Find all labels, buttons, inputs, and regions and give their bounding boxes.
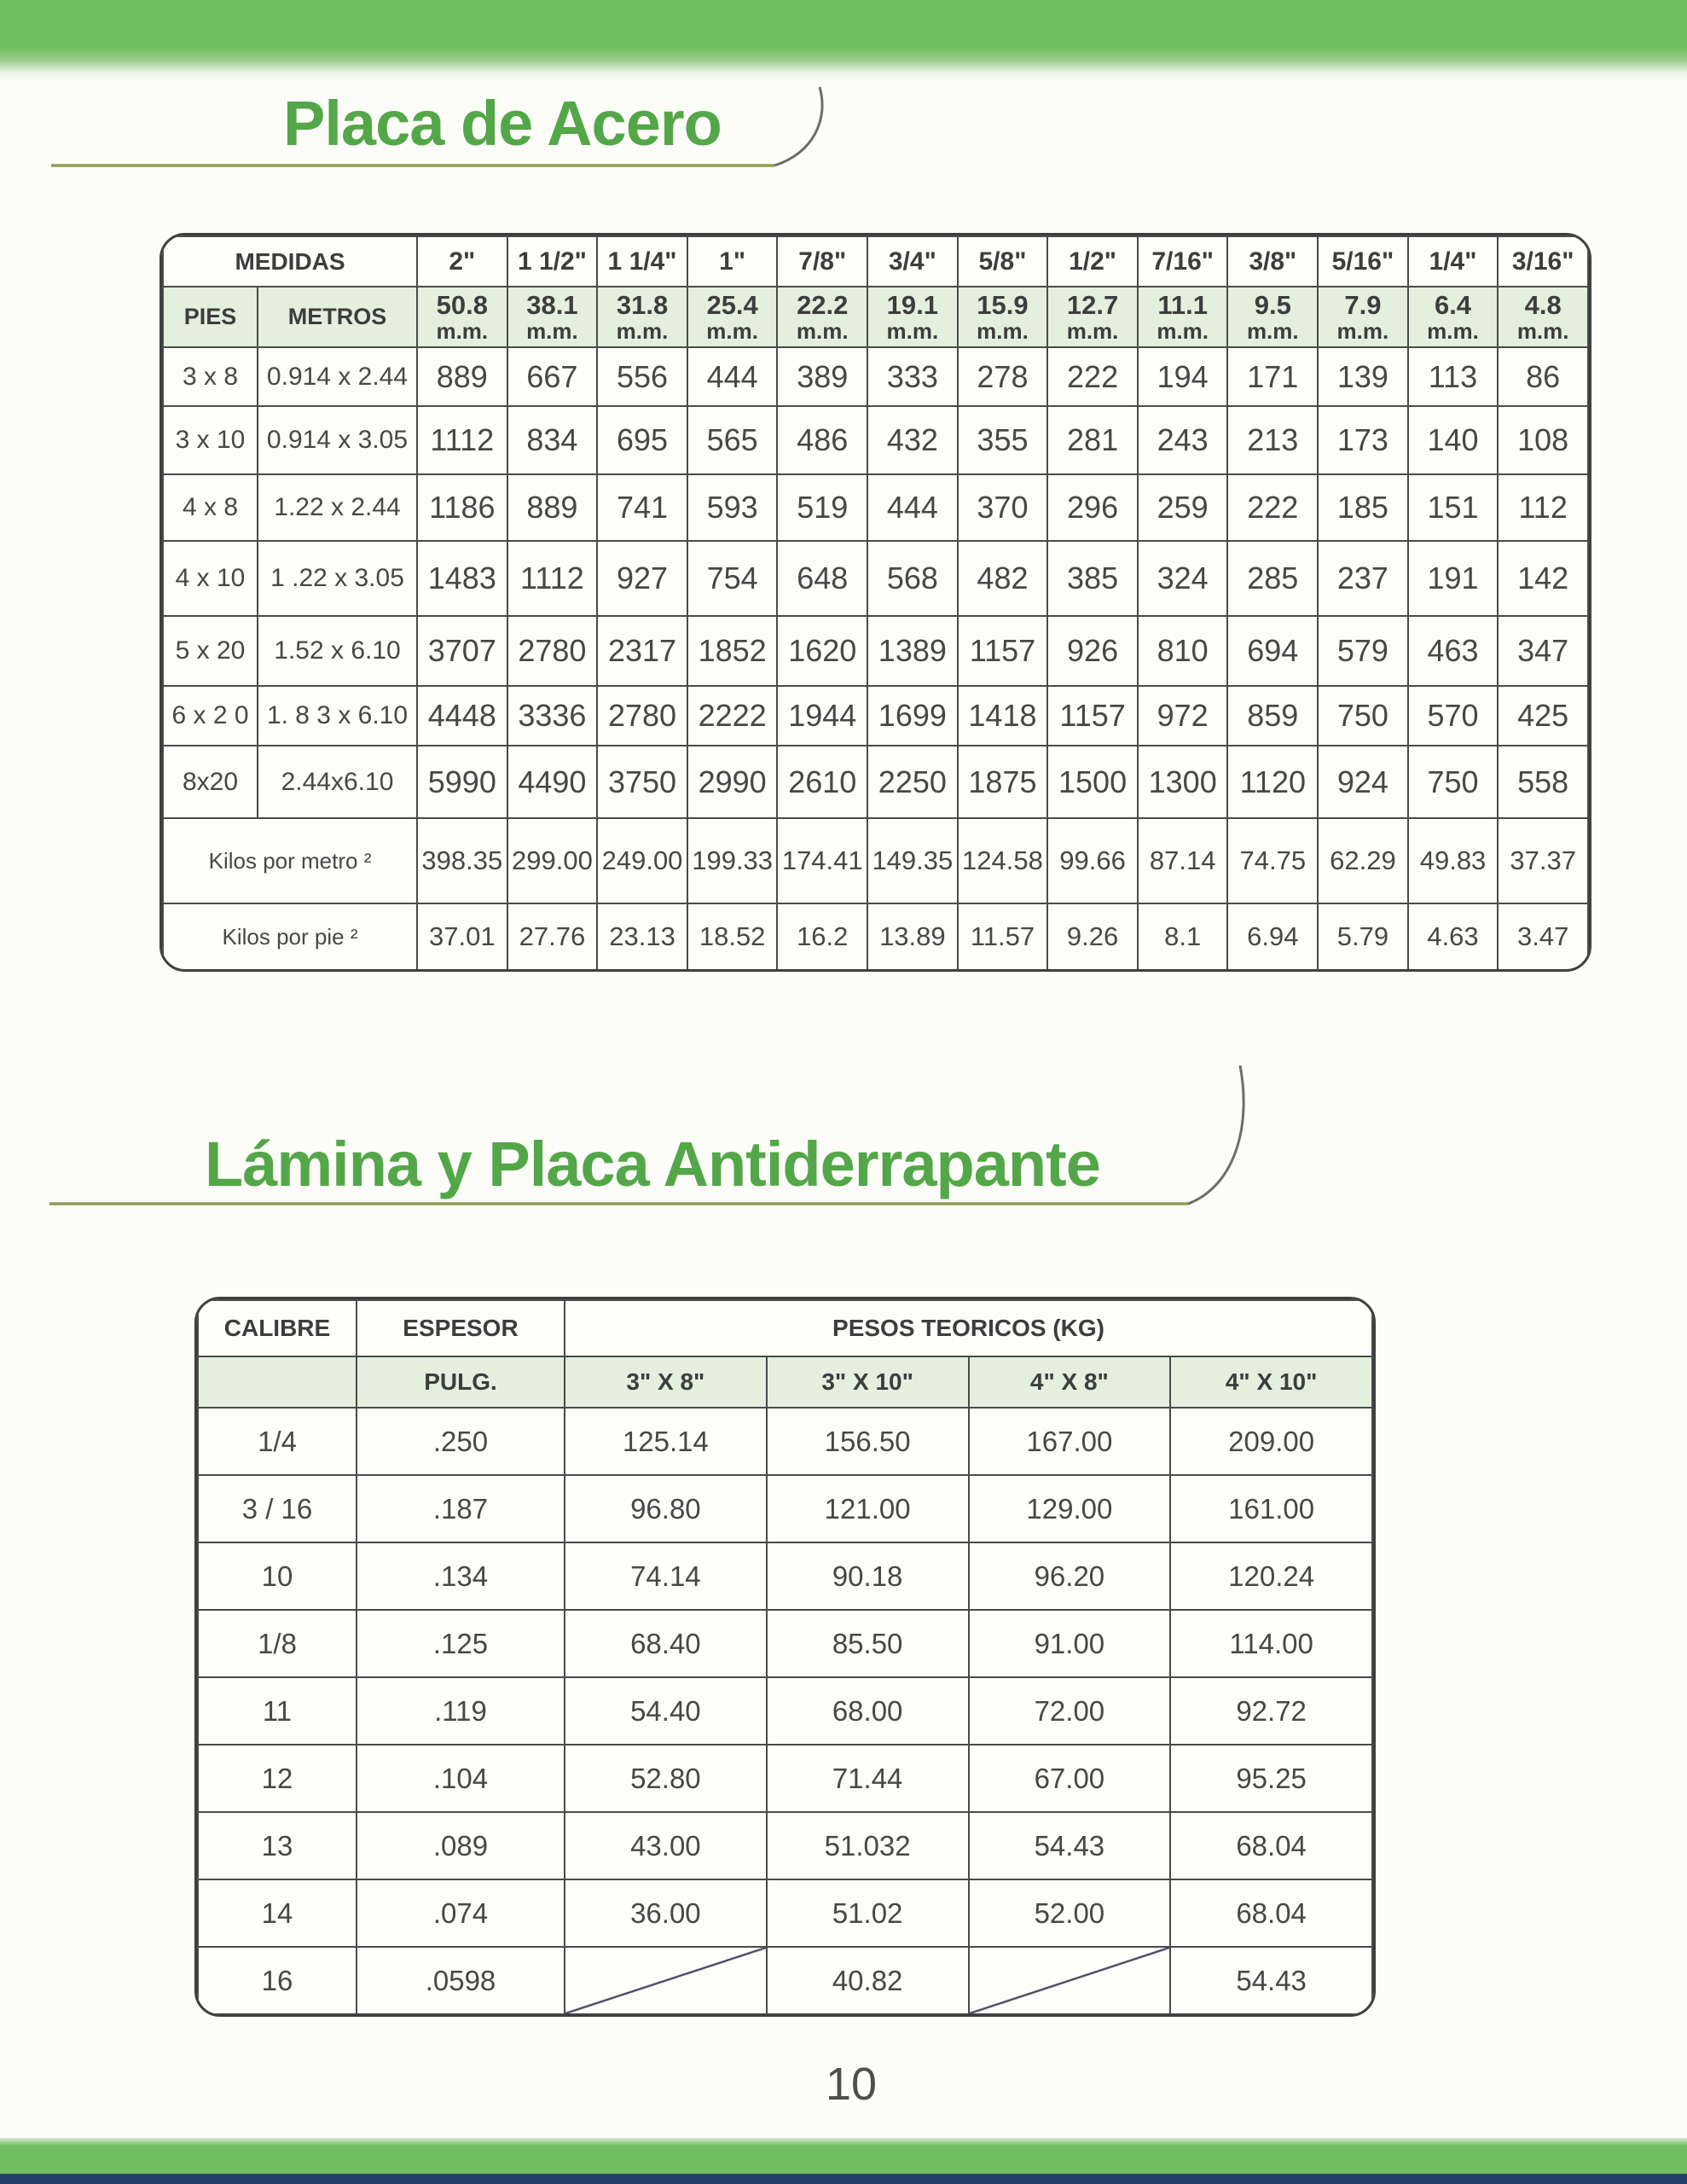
size-header-cell: 4" X 10" bbox=[1170, 1356, 1372, 1408]
mm-header-cell bbox=[1138, 287, 1228, 347]
peso-cell: 52.00 bbox=[969, 1879, 1171, 1947]
metros-cell: 1.52 x 6.10 bbox=[258, 616, 417, 686]
value-cell: 389 bbox=[777, 347, 867, 406]
peso-cell: 68.04 bbox=[1170, 1812, 1372, 1879]
value-cell: 347 bbox=[1498, 616, 1588, 686]
placa-table-head bbox=[163, 236, 1588, 347]
kilos-value-cell: 13.89 bbox=[867, 903, 958, 970]
value-cell: 1112 bbox=[507, 541, 598, 616]
mm-header-cell bbox=[777, 287, 867, 347]
peso-cell: 51.02 bbox=[767, 1879, 969, 1947]
lamina-row bbox=[198, 1542, 1372, 1610]
kilos-value-cell: 4.63 bbox=[1408, 903, 1499, 970]
value-cell: 191 bbox=[1408, 541, 1499, 616]
mm-value: 19.1 bbox=[886, 290, 939, 321]
metros-cell: 2.44x6.10 bbox=[258, 746, 417, 818]
kilos-label-cell: Kilos por metro ² bbox=[163, 818, 417, 903]
mm-value: 4.8 bbox=[1524, 290, 1562, 321]
peso-cell bbox=[565, 1947, 767, 2014]
value-cell: 259 bbox=[1138, 474, 1228, 541]
placa-row bbox=[163, 746, 1588, 818]
value-cell: 519 bbox=[777, 474, 867, 541]
value-cell: 425 bbox=[1498, 686, 1588, 746]
lamina-table bbox=[194, 1297, 1376, 2017]
placa-row bbox=[163, 541, 1588, 616]
mm-unit: m.m. bbox=[1427, 317, 1479, 344]
mm-header-cell bbox=[597, 287, 687, 347]
espesor-cell: .119 bbox=[357, 1677, 565, 1745]
value-cell: 889 bbox=[417, 347, 507, 406]
value-cell: 4490 bbox=[507, 746, 598, 818]
peso-cell: 54.40 bbox=[565, 1677, 767, 1745]
espesor-header-cell: ESPESOR bbox=[357, 1300, 565, 1356]
value-cell: 173 bbox=[1318, 406, 1408, 474]
value-cell: 482 bbox=[958, 541, 1048, 616]
value-cell: 859 bbox=[1227, 686, 1318, 746]
pies-cell: 3 x 8 bbox=[163, 347, 258, 406]
value-cell: 151 bbox=[1408, 474, 1499, 541]
value-cell: 1300 bbox=[1138, 746, 1228, 818]
value-cell: 2610 bbox=[777, 746, 867, 818]
value-cell: 86 bbox=[1498, 347, 1588, 406]
kilos-value-cell: 49.83 bbox=[1408, 818, 1499, 903]
peso-cell: 96.20 bbox=[969, 1542, 1171, 1610]
kilos-value-cell: 5.79 bbox=[1318, 903, 1408, 970]
espesor-cell: .125 bbox=[357, 1610, 565, 1677]
peso-cell: 68.00 bbox=[767, 1677, 969, 1745]
value-cell: 3750 bbox=[597, 746, 687, 818]
kilos-value-cell: 9.26 bbox=[1047, 903, 1138, 970]
lamina-row bbox=[198, 1879, 1372, 1947]
inch-header-cell: 5/8" bbox=[958, 236, 1048, 287]
mm-value: 38.1 bbox=[526, 290, 578, 321]
value-cell: 142 bbox=[1498, 541, 1588, 616]
kilos-value-cell: 37.37 bbox=[1498, 818, 1588, 903]
value-cell: 370 bbox=[958, 474, 1048, 541]
value-cell: 695 bbox=[597, 406, 687, 474]
t2-sub-header-row bbox=[198, 1356, 1372, 1408]
blank-header-cell bbox=[198, 1356, 357, 1408]
pulg-header-cell: PULG. bbox=[357, 1356, 565, 1408]
mm-unit: m.m. bbox=[1157, 317, 1209, 344]
value-cell: 1418 bbox=[958, 686, 1048, 746]
mm-unit: m.m. bbox=[1336, 317, 1389, 344]
inch-header-cell: 2" bbox=[417, 236, 507, 287]
pies-cell: 4 x 10 bbox=[163, 541, 258, 616]
value-cell: 4448 bbox=[417, 686, 507, 746]
value-cell: 486 bbox=[777, 406, 867, 474]
metros-cell: 1 .22 x 3.05 bbox=[258, 541, 417, 616]
mm-value: 22.2 bbox=[797, 290, 849, 321]
calibre-cell: 11 bbox=[198, 1677, 357, 1745]
mm-header-cell bbox=[1047, 287, 1138, 347]
inch-header-cell: 1/2" bbox=[1047, 236, 1138, 287]
value-cell: 333 bbox=[867, 347, 958, 406]
kilos-value-cell: 299.00 bbox=[507, 818, 598, 903]
peso-cell: 40.82 bbox=[767, 1947, 969, 2014]
peso-cell: 72.00 bbox=[969, 1677, 1171, 1745]
mm-value: 7.9 bbox=[1344, 290, 1382, 321]
lamina-table-head bbox=[198, 1300, 1372, 1408]
mm-header-cell bbox=[507, 287, 598, 347]
page-title-lamina: Lámina y Placa Antiderrapante bbox=[205, 1129, 1100, 1199]
peso-cell: 85.50 bbox=[767, 1610, 969, 1677]
placa-row bbox=[163, 686, 1588, 746]
inch-header-cell: 1" bbox=[687, 236, 778, 287]
mm-unit: m.m. bbox=[1066, 317, 1119, 344]
calibre-cell: 14 bbox=[198, 1879, 357, 1947]
peso-cell: 209.00 bbox=[1170, 1408, 1372, 1475]
peso-cell: 54.43 bbox=[1170, 1947, 1372, 2014]
value-cell: 741 bbox=[597, 474, 687, 541]
kilos-value-cell: 99.66 bbox=[1047, 818, 1138, 903]
value-cell: 296 bbox=[1047, 474, 1138, 541]
mm-header-cell bbox=[1408, 287, 1499, 347]
value-cell: 2990 bbox=[687, 746, 778, 818]
value-cell: 355 bbox=[958, 406, 1048, 474]
value-cell: 222 bbox=[1227, 474, 1318, 541]
placa-row bbox=[163, 616, 1588, 686]
value-cell: 750 bbox=[1408, 746, 1499, 818]
peso-cell: 114.00 bbox=[1170, 1610, 1372, 1677]
mm-unit: m.m. bbox=[1516, 317, 1569, 344]
size-header-cell: 3" X 10" bbox=[767, 1356, 969, 1408]
value-cell: 3707 bbox=[417, 616, 507, 686]
value-cell: 278 bbox=[958, 347, 1048, 406]
mm-unit: m.m. bbox=[977, 317, 1029, 344]
value-cell: 194 bbox=[1138, 347, 1228, 406]
peso-cell bbox=[969, 1947, 1171, 2014]
t2-body bbox=[198, 1408, 1372, 2014]
value-cell: 1500 bbox=[1047, 746, 1138, 818]
t1-inches-row bbox=[163, 236, 1588, 287]
espesor-cell: .104 bbox=[357, 1745, 565, 1812]
value-cell: 889 bbox=[507, 474, 598, 541]
inch-header-cell: 3/4" bbox=[867, 236, 958, 287]
value-cell: 285 bbox=[1227, 541, 1318, 616]
kilos-value-cell: 8.1 bbox=[1138, 903, 1228, 970]
value-cell: 570 bbox=[1408, 686, 1499, 746]
value-cell: 213 bbox=[1227, 406, 1318, 474]
peso-cell: 51.032 bbox=[767, 1812, 969, 1879]
calibre-cell: 12 bbox=[198, 1745, 357, 1812]
page-number: 10 bbox=[826, 2059, 878, 2110]
kilos-value-cell: 74.75 bbox=[1227, 818, 1318, 903]
mm-unit: m.m. bbox=[706, 317, 758, 344]
mm-header-cell bbox=[687, 287, 778, 347]
inch-header-cell: 5/16" bbox=[1318, 236, 1408, 287]
value-cell: 1944 bbox=[777, 686, 867, 746]
calibre-cell: 16 bbox=[198, 1947, 357, 2014]
kilos-value-cell: 87.14 bbox=[1138, 818, 1228, 903]
inch-header-cell: 1 1/4" bbox=[597, 236, 687, 287]
value-cell: 139 bbox=[1318, 347, 1408, 406]
value-cell: 1157 bbox=[958, 616, 1048, 686]
pies-cell: 3 x 10 bbox=[163, 406, 258, 474]
mm-unit: m.m. bbox=[616, 317, 669, 344]
value-cell: 1157 bbox=[1047, 686, 1138, 746]
value-cell: 565 bbox=[687, 406, 778, 474]
value-cell: 1699 bbox=[867, 686, 958, 746]
medidas-header-cell: MEDIDAS bbox=[163, 236, 417, 287]
mm-header-cell bbox=[1227, 287, 1318, 347]
value-cell: 1620 bbox=[777, 616, 867, 686]
value-cell: 113 bbox=[1408, 347, 1499, 406]
value-cell: 237 bbox=[1318, 541, 1408, 616]
pies-cell: 6 x 2 0 bbox=[163, 686, 258, 746]
value-cell: 444 bbox=[867, 474, 958, 541]
peso-cell: 43.00 bbox=[565, 1812, 767, 1879]
lamina-row bbox=[198, 1947, 1372, 2014]
value-cell: 463 bbox=[1408, 616, 1499, 686]
kilos-row bbox=[163, 818, 1588, 903]
inch-header-cell: 1/4" bbox=[1408, 236, 1499, 287]
mm-value: 6.4 bbox=[1434, 290, 1472, 321]
peso-cell: 96.80 bbox=[565, 1475, 767, 1542]
kilos-value-cell: 16.2 bbox=[777, 903, 867, 970]
placa-row bbox=[163, 347, 1588, 406]
mm-unit: m.m. bbox=[526, 317, 578, 344]
t2-main-header-row bbox=[198, 1300, 1372, 1356]
value-cell: 568 bbox=[867, 541, 958, 616]
calibre-cell: 3 / 16 bbox=[198, 1475, 357, 1542]
mm-value: 50.8 bbox=[436, 290, 488, 321]
value-cell: 1112 bbox=[417, 406, 507, 474]
value-cell: 171 bbox=[1227, 347, 1318, 406]
mm-unit: m.m. bbox=[796, 317, 849, 344]
peso-cell: 167.00 bbox=[969, 1408, 1171, 1475]
mm-header-cell bbox=[1318, 287, 1408, 347]
value-cell: 2250 bbox=[867, 746, 958, 818]
value-cell: 432 bbox=[867, 406, 958, 474]
value-cell: 556 bbox=[597, 347, 687, 406]
mm-value: 12.7 bbox=[1066, 290, 1119, 321]
value-cell: 3336 bbox=[507, 686, 598, 746]
metros-cell: 1. 8 3 x 6.10 bbox=[258, 686, 417, 746]
inch-header-cell: 7/8" bbox=[777, 236, 867, 287]
peso-cell: 129.00 bbox=[969, 1475, 1171, 1542]
inch-header-cell: 1 1/2" bbox=[507, 236, 598, 287]
t1-body bbox=[163, 347, 1588, 818]
lamina-row bbox=[198, 1677, 1372, 1745]
mm-unit: m.m. bbox=[886, 317, 939, 344]
kilos-value-cell: 199.33 bbox=[687, 818, 778, 903]
value-cell: 2780 bbox=[507, 616, 598, 686]
value-cell: 694 bbox=[1227, 616, 1318, 686]
value-cell: 1483 bbox=[417, 541, 507, 616]
pesos-header-cell: PESOS TEORICOS (KG) bbox=[565, 1300, 1372, 1356]
mm-header-cell bbox=[867, 287, 958, 347]
value-cell: 385 bbox=[1047, 541, 1138, 616]
peso-cell: 52.80 bbox=[565, 1745, 767, 1812]
t1-mm-row bbox=[163, 287, 1588, 347]
kilos-value-cell: 174.41 bbox=[777, 818, 867, 903]
lamina-row bbox=[198, 1408, 1372, 1475]
mm-header-cell bbox=[1498, 287, 1588, 347]
mm-header-cell bbox=[417, 287, 507, 347]
metros-cell: 1.22 x 2.44 bbox=[258, 474, 417, 541]
kilos-row bbox=[163, 903, 1588, 970]
metros-cell: 0.914 x 2.44 bbox=[258, 347, 417, 406]
mm-value: 9.5 bbox=[1254, 290, 1291, 321]
lamina-row bbox=[198, 1475, 1372, 1542]
size-header-cell: 4" X 8" bbox=[969, 1356, 1171, 1408]
value-cell: 927 bbox=[597, 541, 687, 616]
value-cell: 926 bbox=[1047, 616, 1138, 686]
peso-cell: 67.00 bbox=[969, 1745, 1171, 1812]
kilos-value-cell: 149.35 bbox=[867, 818, 958, 903]
value-cell: 648 bbox=[777, 541, 867, 616]
peso-cell: 71.44 bbox=[767, 1745, 969, 1812]
kilos-value-cell: 249.00 bbox=[597, 818, 687, 903]
kilos-value-cell: 62.29 bbox=[1318, 818, 1408, 903]
value-cell: 667 bbox=[507, 347, 598, 406]
peso-cell: 120.24 bbox=[1170, 1542, 1372, 1610]
value-cell: 281 bbox=[1047, 406, 1138, 474]
kilos-value-cell: 3.47 bbox=[1498, 903, 1588, 970]
size-header-cell: 3" X 8" bbox=[565, 1356, 767, 1408]
value-cell: 1120 bbox=[1227, 746, 1318, 818]
value-cell: 1852 bbox=[687, 616, 778, 686]
peso-cell: 91.00 bbox=[969, 1610, 1171, 1677]
kilos-value-cell: 11.57 bbox=[958, 903, 1048, 970]
value-cell: 834 bbox=[507, 406, 598, 474]
bottom-navy-strip bbox=[0, 2174, 1687, 2184]
inch-header-cell: 3/16" bbox=[1498, 236, 1588, 287]
value-cell: 324 bbox=[1138, 541, 1228, 616]
kilos-value-cell: 398.35 bbox=[417, 818, 507, 903]
value-cell: 2780 bbox=[597, 686, 687, 746]
espesor-cell: .187 bbox=[357, 1475, 565, 1542]
peso-cell: 90.18 bbox=[767, 1542, 969, 1610]
value-cell: 2222 bbox=[687, 686, 778, 746]
inch-header-cell: 3/8" bbox=[1227, 236, 1318, 287]
pies-cell: 8x20 bbox=[163, 746, 258, 818]
placa-row bbox=[163, 474, 1588, 541]
placa-row bbox=[163, 406, 1588, 474]
page-title-placa: Placa de Acero bbox=[283, 88, 722, 159]
peso-cell: 121.00 bbox=[767, 1475, 969, 1542]
espesor-cell: .0598 bbox=[357, 1947, 565, 2014]
espesor-cell: .074 bbox=[357, 1879, 565, 1947]
calibre-header-cell: CALIBRE bbox=[198, 1300, 357, 1356]
value-cell: 593 bbox=[687, 474, 778, 541]
kilos-value-cell: 18.52 bbox=[687, 903, 778, 970]
bottom-green-band bbox=[0, 2138, 1687, 2174]
mm-unit: m.m. bbox=[436, 317, 489, 344]
value-cell: 2317 bbox=[597, 616, 687, 686]
value-cell: 924 bbox=[1318, 746, 1408, 818]
peso-cell: 125.14 bbox=[565, 1408, 767, 1475]
calibre-cell: 1/4 bbox=[198, 1408, 357, 1475]
espesor-cell: .134 bbox=[357, 1542, 565, 1610]
value-cell: 558 bbox=[1498, 746, 1588, 818]
kilos-label-cell: Kilos por pie ² bbox=[163, 903, 417, 970]
value-cell: 810 bbox=[1138, 616, 1228, 686]
placa-table bbox=[159, 233, 1591, 972]
value-cell: 750 bbox=[1318, 686, 1408, 746]
peso-cell: 92.72 bbox=[1170, 1677, 1372, 1745]
mm-value: 25.4 bbox=[706, 290, 758, 321]
lamina-row bbox=[198, 1610, 1372, 1677]
value-cell: 1389 bbox=[867, 616, 958, 686]
pies-cell: 5 x 20 bbox=[163, 616, 258, 686]
lamina-row bbox=[198, 1745, 1372, 1812]
value-cell: 185 bbox=[1318, 474, 1408, 541]
kilos-value-cell: 6.94 bbox=[1227, 903, 1318, 970]
mm-header-cell bbox=[958, 287, 1048, 347]
peso-cell: 36.00 bbox=[565, 1879, 767, 1947]
inch-header-cell: 7/16" bbox=[1138, 236, 1228, 287]
espesor-cell: .089 bbox=[357, 1812, 565, 1879]
mm-value: 15.9 bbox=[977, 290, 1029, 321]
peso-cell: 74.14 bbox=[565, 1542, 767, 1610]
pies-header-cell: PIES bbox=[163, 287, 258, 347]
metros-header-cell: METROS bbox=[258, 287, 417, 347]
peso-cell: 68.04 bbox=[1170, 1879, 1372, 1947]
value-cell: 972 bbox=[1138, 686, 1228, 746]
mm-unit: m.m. bbox=[1246, 317, 1299, 344]
mm-value: 31.8 bbox=[616, 290, 669, 321]
value-cell: 444 bbox=[687, 347, 778, 406]
peso-cell: 68.40 bbox=[565, 1610, 767, 1677]
value-cell: 108 bbox=[1498, 406, 1588, 474]
value-cell: 222 bbox=[1047, 347, 1138, 406]
value-cell: 5990 bbox=[417, 746, 507, 818]
kilos-value-cell: 124.58 bbox=[958, 818, 1048, 903]
value-cell: 579 bbox=[1318, 616, 1408, 686]
mm-value: 11.1 bbox=[1157, 290, 1208, 321]
calibre-cell: 10 bbox=[198, 1542, 357, 1610]
metros-cell: 0.914 x 3.05 bbox=[258, 406, 417, 474]
peso-cell: 95.25 bbox=[1170, 1745, 1372, 1812]
t1-foot bbox=[163, 818, 1588, 970]
espesor-cell: .250 bbox=[357, 1408, 565, 1475]
peso-cell: 54.43 bbox=[969, 1812, 1171, 1879]
value-cell: 1186 bbox=[417, 474, 507, 541]
lamina-row bbox=[198, 1812, 1372, 1879]
top-green-band bbox=[0, 0, 1687, 82]
peso-cell: 161.00 bbox=[1170, 1475, 1372, 1542]
calibre-cell: 13 bbox=[198, 1812, 357, 1879]
peso-cell: 156.50 bbox=[767, 1408, 969, 1475]
value-cell: 112 bbox=[1498, 474, 1588, 541]
calibre-cell: 1/8 bbox=[198, 1610, 357, 1677]
value-cell: 243 bbox=[1138, 406, 1228, 474]
pies-cell: 4 x 8 bbox=[163, 474, 258, 541]
kilos-value-cell: 37.01 bbox=[417, 903, 507, 970]
kilos-value-cell: 27.76 bbox=[507, 903, 598, 970]
value-cell: 754 bbox=[687, 541, 778, 616]
value-cell: 1875 bbox=[958, 746, 1048, 818]
value-cell: 140 bbox=[1408, 406, 1499, 474]
kilos-value-cell: 23.13 bbox=[597, 903, 687, 970]
